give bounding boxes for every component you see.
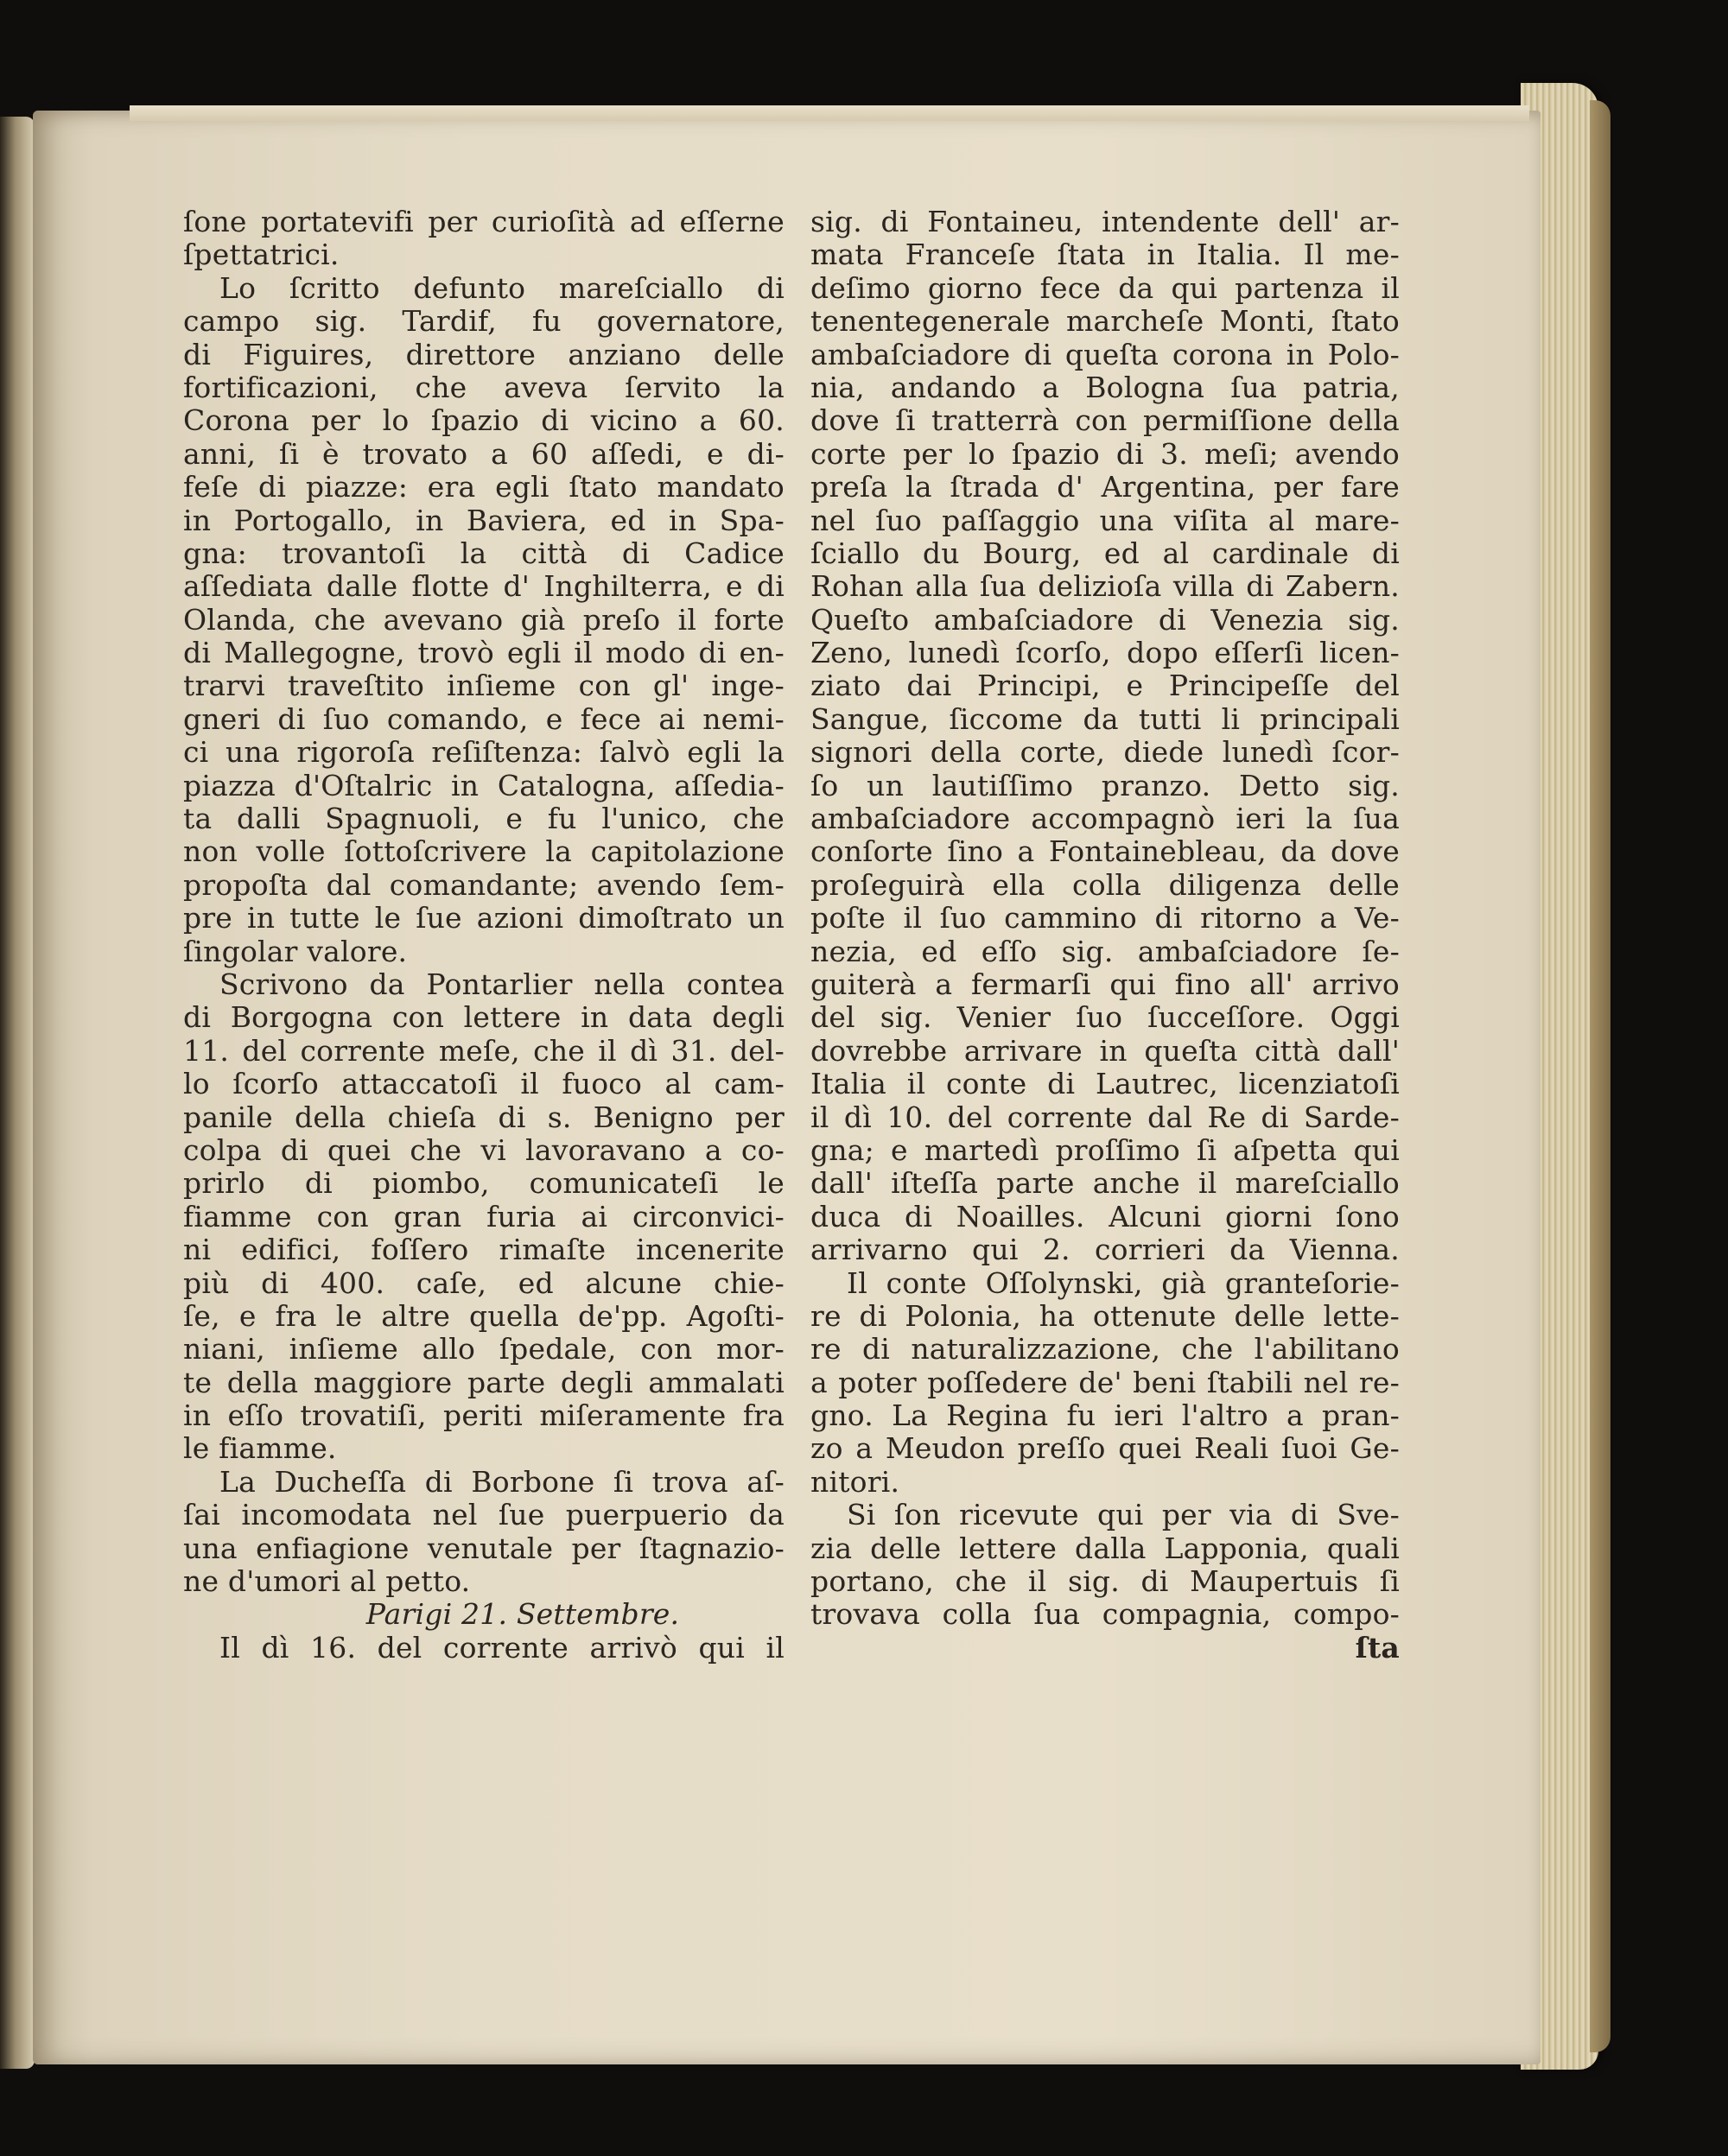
- text-line: conſorte ſino a Fontainebleau, da dove: [810, 834, 1400, 869]
- text-line: piazza d'Oſtalric in Catalogna, aſſedia-: [183, 768, 785, 802]
- text-line: ſo un lautiſſimo pranzo. Detto sig.: [810, 768, 1400, 802]
- right-column: [810, 206, 1400, 1665]
- text-line: 11. del corrente meſe, che il dì 31. del-: [183, 1033, 785, 1068]
- text-line: in eſſo trovatiſi, periti miſeramente fra: [183, 1398, 785, 1433]
- text-line: niani, inſieme allo ſpedale, con mor-: [183, 1332, 785, 1367]
- text-line: trarvi traveſtito inſieme con gl' inge-: [183, 669, 785, 703]
- text-line: Italia il conte di Lautrec, licenziatoſi: [810, 1067, 1400, 1101]
- text-line: Corona per lo ſpazio di vicino a 60.: [183, 403, 785, 438]
- text-line: Scrivono da Pontarlier nella contea: [219, 967, 785, 1001]
- text-line: ſciallo du Bourg, ed al cardinale di: [810, 536, 1400, 570]
- text-line: Sangue, ſiccome da tutti li principali: [810, 701, 1400, 736]
- text-line: ſe, e fra le altre quella de'pp. Agoſti-: [183, 1298, 785, 1333]
- text-line: in Portogallo, in Baviera, ed in Spa-: [183, 503, 785, 537]
- text-line: dovrebbe arrivare in queſta città dall': [810, 1033, 1400, 1068]
- text-line: proſeguirà ella colla diligenza delle: [810, 867, 1400, 902]
- text-line: ſpettatrici.: [183, 238, 340, 272]
- text-line: prirlo di piombo, comunicateſi le: [183, 1166, 785, 1201]
- text-line: La Ducheſſa di Borbone ſi trova aſ-: [219, 1464, 785, 1499]
- text-line: aſſediata dalle flotte d' Inghilterra, e di: [183, 569, 785, 604]
- text-line: gna; e martedì proſſimo ſi aſpetta qui: [810, 1132, 1400, 1167]
- text-line: ci una rigoroſa reſiſtenza: ſalvò egli la: [183, 735, 785, 770]
- text-line: fortificazioni, che aveva ſervito la: [183, 370, 785, 404]
- text-line: ſingolar valore.: [183, 934, 408, 968]
- text-line: zo a Meudon preſſo quei Reali ſuoi Ge-: [810, 1431, 1400, 1466]
- text-line: duca di Noailles. Alcuni giorni ſono: [810, 1199, 1400, 1233]
- text-line: portano, che il sig. di Maupertuis ſi: [810, 1564, 1400, 1599]
- text-line: Lo ſcritto defunto mareſciallo di: [219, 270, 785, 305]
- text-line: Queſto ambaſciadore di Venezia sig.: [810, 602, 1400, 637]
- text-line: anni, ſi è trovato a 60 aſſedi, e di-: [183, 436, 785, 471]
- catchword: ſta: [1355, 1630, 1400, 1665]
- text-line: lo ſcorſo attaccatoſi il fuoco al cam-: [183, 1067, 785, 1101]
- text-line: gno. La Regina fu ieri l'altro a pran-: [810, 1398, 1400, 1433]
- text-line: gneri di ſuo comando, e fece ai nemi-: [183, 701, 785, 736]
- text-line: gna: trovantoſi la città di Cadice: [183, 536, 785, 570]
- dateline: Parigi 21. Settembre.: [365, 1597, 680, 1632]
- text-line: ziato dai Principi, e Principeſſe del: [810, 669, 1400, 703]
- text-line: ni edifici, foſſero rimaſte incenerite: [183, 1233, 785, 1267]
- text-line: nezia, ed eſſo sig. ambaſciadore ſe-: [810, 934, 1400, 968]
- left-column: [183, 206, 785, 1665]
- text-line: zia delle lettere dalla Lapponia, quali: [810, 1531, 1400, 1565]
- text-line: di Figuires, direttore anziano delle: [183, 337, 785, 371]
- text-line: a poter poſſedere de' beni ſtabili nel re-: [810, 1365, 1400, 1399]
- text-line: le fiamme.: [183, 1431, 337, 1466]
- text-line: del sig. Venier ſuo ſucceſſore. Oggi: [810, 1000, 1400, 1035]
- text-line: ambaſciadore di queſta corona in Polo-: [810, 337, 1400, 371]
- text-line: pre in tutte le ſue azioni dimoſtrato un: [183, 901, 785, 935]
- text-line: Il dì 16. del corrente arrivò qui il: [219, 1630, 785, 1665]
- text-line: di Mallegogne, trovò egli il modo di en-: [183, 636, 785, 670]
- text-line: Si ſon ricevute qui per via di Sve-: [847, 1498, 1400, 1532]
- text-line: Olanda, che avevano già preſo il forte: [183, 602, 785, 637]
- text-line: panile della chieſa di s. Benigno per: [183, 1100, 785, 1134]
- text-line: ambaſciadore accompagnò ieri la ſua: [810, 802, 1400, 836]
- text-line: tenentegenerale marcheſe Monti, ſtato: [810, 304, 1400, 339]
- text-line: arrivarno qui 2. corrieri da Vienna.: [810, 1233, 1400, 1267]
- text-line: signori della corte, diede lunedì ſcor-: [810, 735, 1400, 770]
- text-line: dove ſi tratterrà con permiſſione della: [810, 403, 1400, 438]
- text-line: una enfiagione venutale per ſtagnazio-: [183, 1531, 785, 1565]
- text-line: ta dalli Spagnuoli, e fu l'unico, che: [183, 802, 785, 836]
- text-line: sig. di Fontaineu, intendente dell' ar-: [810, 205, 1400, 238]
- text-line: colpa di quei che vi lavoravano a co-: [183, 1132, 785, 1167]
- text-line: più di 400. caſe, ed alcune chie-: [183, 1265, 785, 1300]
- text-line: preſa la ſtrada d' Argentina, per fare: [810, 470, 1400, 504]
- text-line: di Borgogna con lettere in data degli: [183, 1000, 785, 1035]
- text-line: te della maggiore parte degli ammalati: [183, 1365, 785, 1399]
- text-line: poſte il ſuo cammino di ritorno a Ve-: [810, 901, 1400, 935]
- text-line: mata Franceſe ſtata in Italia. Il me-: [810, 238, 1400, 272]
- text-line: re di Polonia, ha ottenute delle lette-: [810, 1298, 1400, 1333]
- text-line: nia, andando a Bologna ſua patria,: [810, 370, 1400, 404]
- text-line: re di naturalizzazione, che l'abilitano: [810, 1332, 1400, 1367]
- text-line: deſimo giorno fece da qui partenza il: [810, 270, 1400, 305]
- text-line: Il conte Oſſolynski, già granteſorie-: [847, 1265, 1400, 1300]
- text-line: corte per lo ſpazio di 3. meſi; avendo: [810, 436, 1400, 471]
- page-top-edge: [130, 105, 1529, 121]
- text-line: propoſta dal comandante; avendo ſem-: [183, 867, 785, 902]
- text-line: campo sig. Tardif, fu governatore,: [183, 304, 785, 339]
- text-line: non volle ſottoſcrivere la capitolazione: [183, 834, 785, 869]
- text-line: ſai incomodata nel ſue puerpuerio da: [183, 1498, 785, 1532]
- book-spine-edge: [0, 117, 35, 2069]
- text-line: ne d'umori al petto.: [183, 1564, 471, 1599]
- text-line: nel ſuo paſſaggio una viſita al mare-: [810, 503, 1400, 537]
- text-line: ſone portatevifi per curioſità ad eſſerne: [183, 205, 785, 238]
- text-line: nitori.: [810, 1464, 900, 1499]
- text-line: trovava colla ſua compagnia, compo-: [810, 1597, 1400, 1632]
- text-line: guiterà a fermarſi qui fino all' arrivo: [810, 967, 1400, 1001]
- text-line: dall' iſteſſa parte anche il mareſciallo: [810, 1166, 1400, 1201]
- text-line: Zeno, lunedì ſcorſo, dopo eſſerſi licen-: [810, 636, 1400, 670]
- text-line: feſe di piazze: era egli ſtato mandato: [183, 470, 785, 504]
- text-line: Rohan alla ſua delizioſa villa di Zabern.: [810, 569, 1400, 604]
- text-line: fiamme con gran furia ai circonvici-: [183, 1199, 785, 1233]
- text-line: il dì 10. del corrente dal Re di Sarde-: [810, 1100, 1400, 1134]
